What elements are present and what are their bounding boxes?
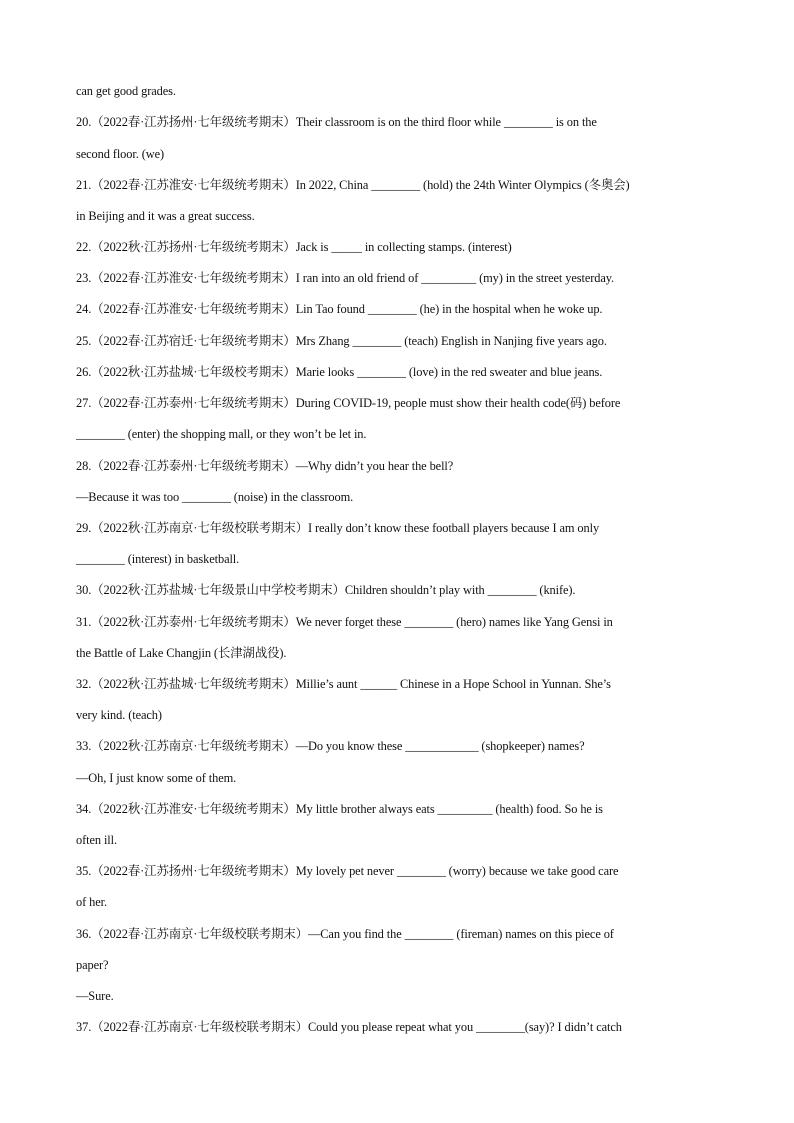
question-31-line-2: the Battle of Lake Changjin (长津湖战役).: [76, 646, 287, 660]
question-32-line-1: 32.（2022秋·江苏盐城·七年级统考期末）Millie’s aunt ______ Chinese in a Hope School in Yunnan. She’s: [76, 677, 611, 691]
question-30: 30.（2022秋·江苏盐城·七年级景山中学校考期末）Children shouldn’t play with ________ (knife).: [76, 583, 576, 597]
question-35-line-2: of her.: [76, 895, 107, 909]
question-32-line-2: very kind. (teach): [76, 708, 162, 722]
question-28-line-1: 28.（2022春·江苏泰州·七年级统考期末）—Why didn’t you hear the bell?: [76, 459, 454, 473]
question-35-line-1: 35.（2022春·江苏扬州·七年级统考期末）My lovely pet never ________ (worry) because we take good care: [76, 864, 619, 878]
question-22: 22.（2022秋·江苏扬州·七年级统考期末）Jack is _____ in collecting stamps. (interest): [76, 240, 512, 254]
question-29-line-1: 29.（2022秋·江苏南京·七年级校联考期末）I really don’t know these football players because I am only: [76, 521, 600, 535]
question-29-line-2: ________ (interest) in basketball.: [76, 552, 240, 566]
question-34-line-1: 34.（2022秋·江苏淮安·七年级统考期末）My little brother always eats _________ (health) food. So he is: [76, 802, 603, 816]
question-25: 25.（2022春·江苏宿迁·七年级统考期末）Mrs Zhang ________ (teach) English in Nanjing five years ago.: [76, 334, 607, 348]
text-line: can get good grades.: [76, 84, 176, 98]
question-34-line-2: often ill.: [76, 833, 117, 847]
question-31-line-1: 31.（2022秋·江苏泰州·七年级统考期末）We never forget these ________ (hero) names like Yang Gensi in: [76, 615, 613, 629]
question-21-line-1: 21.（2022春·江苏淮安·七年级统考期末）In 2022, China ________ (hold) the 24th Winter Olympics (冬奥会): [76, 178, 630, 192]
question-21-line-2: in Beijing and it was a great success.: [76, 209, 255, 223]
question-27-line-2: ________ (enter) the shopping mall, or they won’t be let in.: [76, 427, 367, 441]
question-23: 23.（2022春·江苏淮安·七年级统考期末）I ran into an old friend of _________ (my) in the street yesterday.: [76, 271, 615, 285]
question-36-line-1: 36.（2022春·江苏南京·七年级校联考期末）—Can you find the ________ (fireman) names on this piece of: [76, 927, 614, 941]
question-20-line-2: second floor. (we): [76, 147, 165, 161]
question-26: 26.（2022秋·江苏盐城·七年级校考期末）Marie looks ________ (love) in the red sweater and blue jeans.: [76, 365, 603, 379]
question-33-line-2: —Oh, I just know some of them.: [76, 771, 237, 785]
question-20-line-1: 20.（2022春·江苏扬州·七年级统考期末）Their classroom is on the third floor while ________ is on the: [76, 115, 597, 129]
question-24: 24.（2022春·江苏淮安·七年级统考期末）Lin Tao found ________ (he) in the hospital when he woke up.: [76, 302, 603, 316]
question-33-line-1: 33.（2022秋·江苏南京·七年级统考期末）—Do you know these ____________ (shopkeeper) names?: [76, 739, 585, 753]
question-28-line-2: —Because it was too ________ (noise) in the classroom.: [76, 490, 354, 504]
question-37-line-1: 37.（2022春·江苏南京·七年级校联考期末）Could you please repeat what you ________(say)? I didn’t catch: [76, 1020, 622, 1034]
question-36-line-3: —Sure.: [76, 989, 114, 1003]
question-36-line-2: paper?: [76, 958, 109, 972]
question-27-line-1: 27.（2022春·江苏泰州·七年级统考期末）During COVID-19, people must show their health code(码) before: [76, 396, 621, 410]
